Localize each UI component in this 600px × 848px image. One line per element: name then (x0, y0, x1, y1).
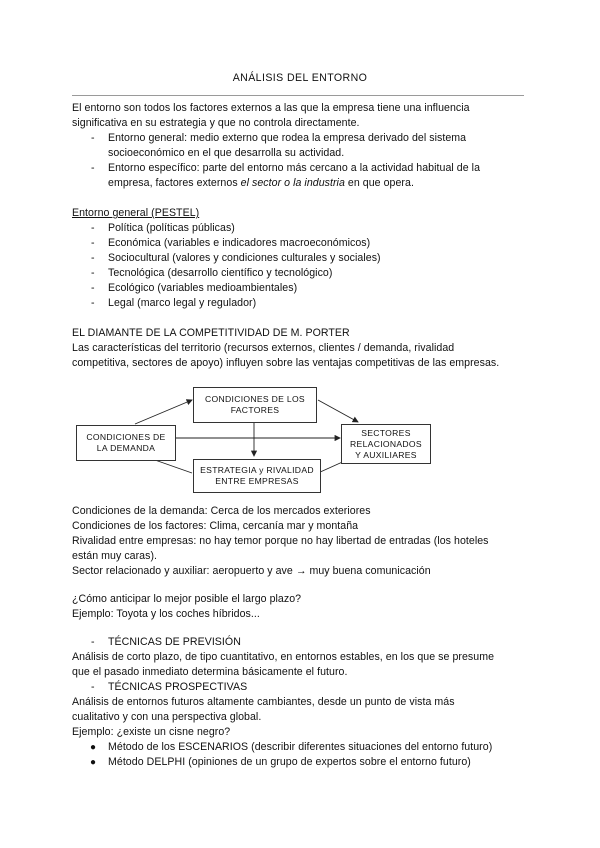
bullet-marker: ● (90, 757, 97, 768)
text-span: empresa, factores externos (108, 177, 241, 189)
method-item: Método de los ESCENARIOS (describir diferentes situaciones del entorno futuro) (108, 741, 493, 753)
box-text: CONDICIONES DE LOS (205, 394, 305, 404)
question-line: ¿Cómo anticipar lo mejor posible el largo plazo? (72, 593, 302, 605)
porter-heading: EL DIAMANTE DE LA COMPETITIVIDAD DE M. PORTER (72, 327, 350, 339)
box-estrategia-rivalidad (193, 459, 321, 493)
dash-marker: - (91, 162, 95, 174)
box-condiciones-factores (193, 387, 317, 423)
intro-line-1: El entorno son todos los factores externos a las que la empresa tiene una influencia (72, 102, 470, 114)
pestel-item: Sociocultural (valores y condiciones culturales y sociales) (108, 252, 381, 264)
entorno-general-line-1: Entorno general: medio externo que rodea la empresa derivado del sistema (108, 132, 467, 144)
pestel-item: Económica (variables e indicadores macroeconómicos) (108, 237, 371, 249)
prevision-line-1: Análisis de corto plazo, de tipo cuantitativo, en entornos estables, en los que se presume (72, 651, 495, 663)
porter-line-2: competitiva, sectores de apoyo) influyen sobre las ventajas competitivas de las empresas. (72, 357, 500, 369)
box-sectores-relacionados (341, 424, 431, 464)
pestel-item: Tecnológica (desarrollo científico y tecnológico) (108, 267, 333, 279)
prospectivas-line-3: Ejemplo: ¿existe un cisne negro? (72, 726, 231, 738)
text-span: en que opera. (344, 177, 414, 189)
title-divider (72, 95, 524, 96)
condition-line: Rivalidad entre empresas: no hay temor porque no hay libertad de entradas (los hoteles (72, 535, 489, 547)
prevision-heading: TÉCNICAS DE PREVISIÓN (108, 636, 241, 648)
porter-line-1: Las características del territorio (recursos externos, clientes / demanda, rivalidad (72, 342, 455, 354)
dash-marker: - (91, 132, 95, 144)
entorno-especifico-line-2 (108, 177, 414, 190)
condition-line: Condiciones de la demanda: Cerca de los mercados exteriores (72, 505, 371, 517)
box-condiciones-demanda (76, 425, 176, 461)
box-text: LA DEMANDA (96, 443, 156, 453)
box-text: FACTORES (230, 405, 280, 415)
pestel-heading: Entorno general (PESTEL) (72, 207, 200, 219)
entorno-especifico-line-1: Entorno específico: parte del entorno más cercano a la actividad habitual de la (108, 162, 481, 174)
condition-line: están muy caras). (72, 550, 158, 562)
prevision-line-2: que el pasado inmediato determina básicamente el futuro. (72, 666, 348, 678)
box-text: SECTORES (361, 427, 411, 438)
pestel-item: Legal (marco legal y regulador) (108, 297, 257, 309)
box-text: ENTRE EMPRESAS (215, 476, 299, 486)
box-text: RELACIONADOS (350, 438, 422, 449)
italic-span: el sector o la industria (240, 177, 345, 189)
dash-marker: - (91, 222, 95, 234)
bullet-marker: ● (90, 742, 97, 753)
page-title: ANÁLISIS DEL ENTORNO (232, 72, 368, 84)
dash-marker: - (91, 237, 95, 249)
example-line: Ejemplo: Toyota y los coches híbridos... (72, 608, 260, 620)
prospectivas-line-2: cualitativo y con una perspectiva global. (72, 711, 262, 723)
pestel-item: Política (políticas públicas) (108, 222, 235, 234)
dash-marker: - (91, 267, 95, 279)
entorno-general-line-2: socioeconómico en el que desarrolla su actividad. (108, 147, 345, 159)
box-text: ESTRATEGIA y RIVALIDAD (200, 465, 314, 475)
prospectivas-heading: TÉCNICAS PROSPECTIVAS (108, 681, 248, 693)
condition-line: Condiciones de los factores: Clima, cercanía mar y montaña (72, 520, 359, 532)
pestel-item: Ecológico (variables medioambientales) (108, 282, 298, 294)
dash-marker: - (91, 636, 95, 648)
prospectivas-line-1: Análisis de entornos futuros altamente cambiantes, desde un punto de vista más (72, 696, 455, 708)
condition-line: Sector relacionado y auxiliar: aeropuerto y ave → muy buena comunicación (72, 565, 431, 577)
box-text: Y AUXILIARES (355, 449, 417, 460)
method-item: Método DELPHI (opiniones de un grupo de expertos sobre el entorno futuro) (108, 756, 471, 768)
dash-marker: - (91, 282, 95, 294)
intro-line-2: significativa en su estrategia y que no controla directamente. (72, 117, 360, 129)
dash-marker: - (91, 252, 95, 264)
dash-marker: - (91, 297, 95, 309)
dash-marker: - (91, 681, 95, 693)
box-text: CONDICIONES DE (86, 432, 166, 442)
